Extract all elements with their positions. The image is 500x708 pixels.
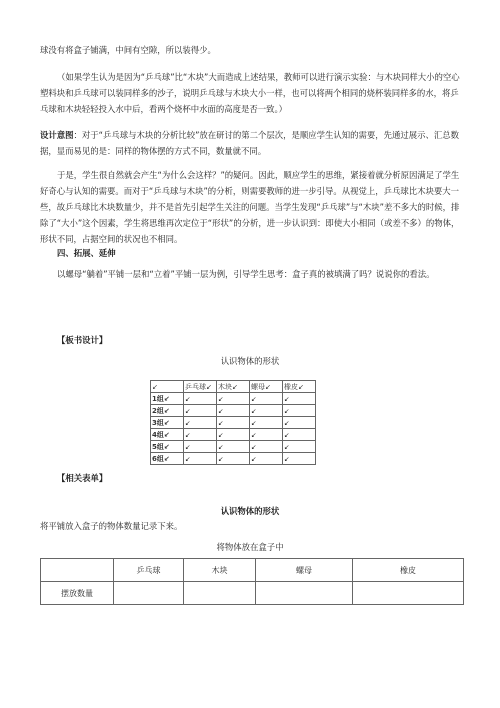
record-entry-cell[interactable] xyxy=(353,582,464,605)
board-table-row xyxy=(151,429,316,441)
worksheet-record-table xyxy=(40,558,464,605)
board-cell: ↙ xyxy=(283,417,316,429)
record-entry-cell[interactable] xyxy=(114,582,184,605)
design-intent-paragraph xyxy=(40,127,460,159)
design-intent-text: ：对于“乒乓球与木块的分析比较”放在研讨的第二个层次，是顺应学生认知的需要，先通过展示、汇总数据，显而易见的是：同样的物体摆的方式不同，数量就不同。 xyxy=(40,130,460,156)
board-table-row xyxy=(151,417,316,429)
board-header-cell: ↙ xyxy=(151,381,184,393)
section-heading-extension: 四、拓展、延伸 xyxy=(57,248,116,258)
board-design-heading: 【板书设计】 xyxy=(57,335,108,345)
record-header-cell: 橡皮 xyxy=(353,559,464,582)
board-cell: ↙ xyxy=(283,405,316,417)
paragraph-5: 以螺母“躺着”平铺一层和“立着”平铺一层为例，引导学生思考：盒子真的被填满了吗？说说你的看法。 xyxy=(57,269,435,279)
worksheet-instruction: 将平铺放入盒子的物体数量记录下来。 xyxy=(40,521,183,531)
board-cell: ↙ xyxy=(217,393,250,405)
board-title: 认识物体的形状 xyxy=(220,356,280,366)
record-header-cell: 螺母 xyxy=(256,559,353,582)
record-header-cell: 木块 xyxy=(184,559,256,582)
board-header-cell: 螺母↙ xyxy=(250,381,283,393)
record-header-row xyxy=(41,559,464,582)
board-table-row xyxy=(151,441,316,453)
worksheet-title: 认识物体的形状 xyxy=(220,506,280,516)
board-cell: ↙ xyxy=(250,405,283,417)
board-header-cell: 橡皮↙ xyxy=(283,381,316,393)
record-entry-cell[interactable] xyxy=(256,582,353,605)
group-label: 3组↙ xyxy=(151,417,184,429)
paragraph-1: 球没有将盒子铺满，中间有空隙，所以装得少。 xyxy=(40,45,216,55)
related-forms-heading: 【相关表单】 xyxy=(57,473,108,483)
record-data-row xyxy=(41,582,464,605)
board-table-row xyxy=(151,393,316,405)
board-cell: ↙ xyxy=(250,417,283,429)
board-cell: ↙ xyxy=(217,429,250,441)
board-cell: ↙ xyxy=(217,405,250,417)
record-header-cell: 乒乓球 xyxy=(114,559,184,582)
board-header-cell: 乒乓球↙ xyxy=(184,381,217,393)
board-table-header-row xyxy=(151,381,316,393)
board-cell: ↙ xyxy=(184,393,217,405)
board-table-row xyxy=(151,405,316,417)
board-cell: ↙ xyxy=(184,429,217,441)
board-cell: ↙ xyxy=(250,429,283,441)
design-intent-label: 设计意图 xyxy=(40,130,74,140)
paragraph-2: （如果学生认为是因为“乒乓球”比“木块”大而造成上述结果，教师可以进行演示实验：与木块同样大小的空心塑料块和乒乓球可以装同样多的沙子，说明乒乓球与木块大小一样，也可以将两个相同的烧杯装同样多的水，将乒乓球和木块轻轻投入水中后，看两个烧杯中水面的高度是否一致。） xyxy=(40,72,460,114)
board-cell: ↙ xyxy=(184,441,217,453)
board-observation-table xyxy=(150,380,316,465)
board-cell: ↙ xyxy=(184,453,217,465)
board-header-cell: 木块↙ xyxy=(217,381,250,393)
board-cell: ↙ xyxy=(184,417,217,429)
group-label: 4组↙ xyxy=(151,429,184,441)
group-label: 1组↙ xyxy=(151,393,184,405)
board-cell: ↙ xyxy=(217,441,250,453)
board-cell: ↙ xyxy=(250,393,283,405)
paragraph-4: 于是，学生很自然就会产生“为什么会这样？”的疑问。因此，顺应学生的思维，紧接着就分析原因满足了学生好奇心与认知的需要。而对于“乒乓球与木块”的分析，则需要教师的进一步引导。从视觉上，乒乓球比木块要大一些，故乒乓球比木块数量少，并不是首先引起学生关注的问题。当学生发现“乒乓球”与“木块”差不多大的时候，排除了“大小”这个因素，学生将思维再次定位于“形状”的分析，进一步认识到：即使大小相同（或差不多）的物体，形状不同，占据空间的状况也不相同。 xyxy=(40,170,460,244)
board-cell: ↙ xyxy=(250,441,283,453)
group-label: 2组↙ xyxy=(151,405,184,417)
group-label: 5组↙ xyxy=(151,441,184,453)
record-row-label: 摆放数量 xyxy=(41,582,114,605)
board-cell: ↙ xyxy=(217,453,250,465)
board-cell: ↙ xyxy=(184,405,217,417)
board-cell: ↙ xyxy=(283,393,316,405)
board-cell: ↙ xyxy=(250,453,283,465)
worksheet-table-caption: 将物体放在盒子中 xyxy=(216,542,284,552)
board-cell: ↙ xyxy=(217,417,250,429)
board-cell: ↙ xyxy=(283,429,316,441)
group-label: 6组↙ xyxy=(151,453,184,465)
record-header-cell xyxy=(41,559,114,582)
record-entry-cell[interactable] xyxy=(184,582,256,605)
board-cell: ↙ xyxy=(283,441,316,453)
board-table-row xyxy=(151,453,316,465)
board-cell: ↙ xyxy=(283,453,316,465)
